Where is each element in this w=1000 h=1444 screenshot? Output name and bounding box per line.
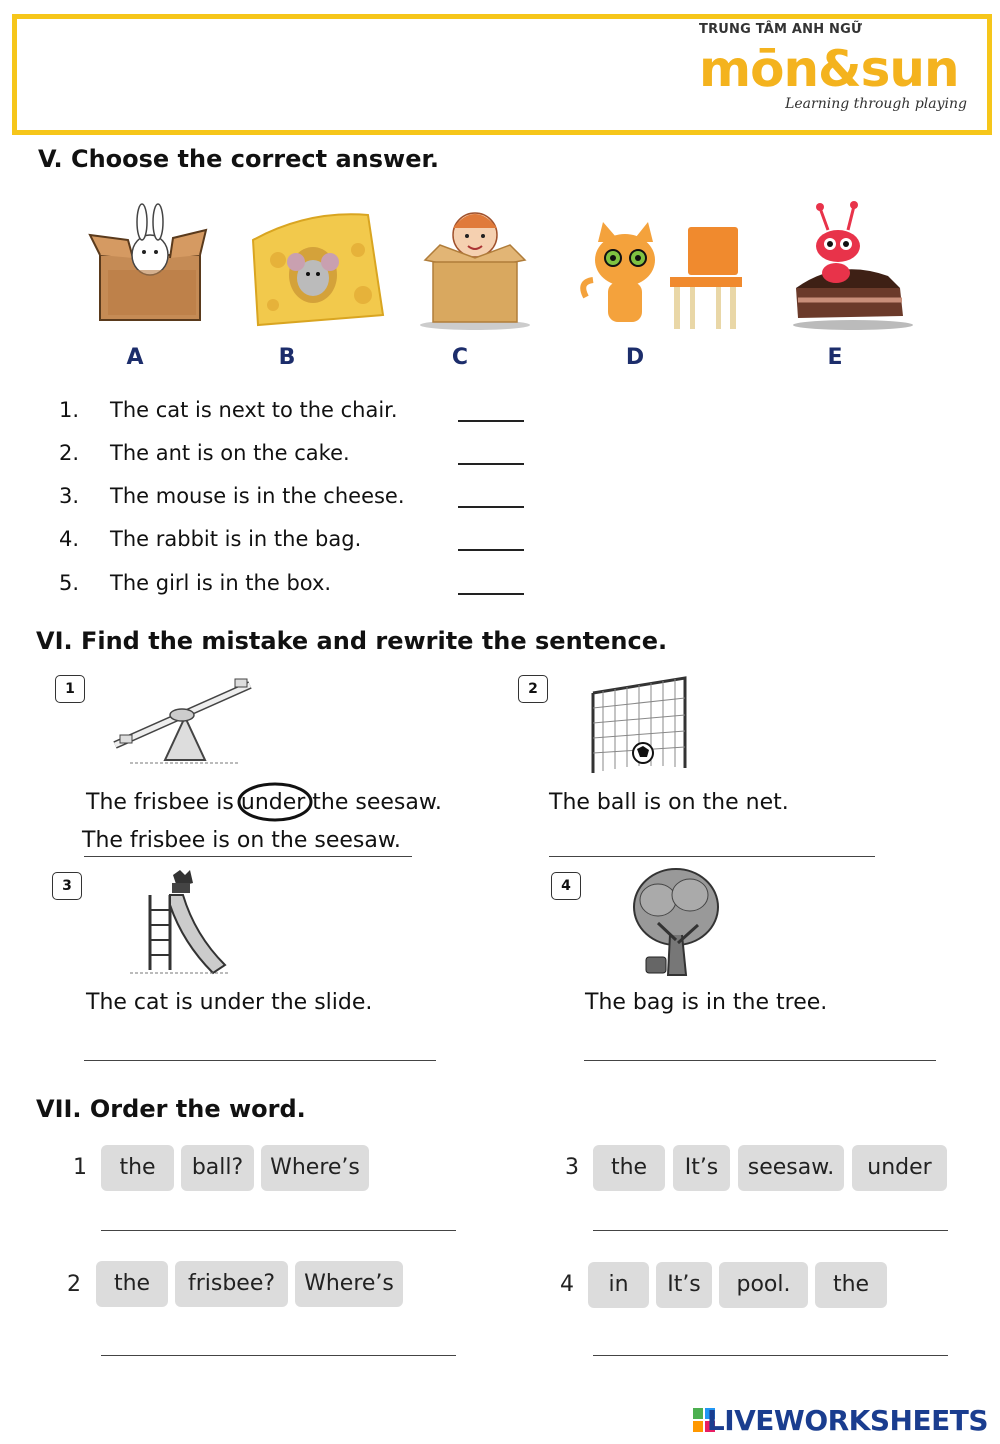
question-row-3 xyxy=(0,484,600,514)
write-line-3[interactable] xyxy=(84,1060,436,1061)
write-line-2[interactable] xyxy=(549,856,875,857)
mistake-sentence-2: The ball is on the net. xyxy=(549,790,789,815)
item-number-badge: 4 xyxy=(551,872,581,900)
question-number: 2. xyxy=(59,441,80,465)
rabbit-in-bag-icon xyxy=(88,200,213,325)
section-7-title: VII. Order the word. xyxy=(36,1095,306,1123)
answer-blank[interactable] xyxy=(458,549,524,551)
question-text: The rabbit is in the bag. xyxy=(110,527,362,551)
section-6-title: VI. Find the mistake and rewrite the sentence. xyxy=(36,627,668,655)
word-chip[interactable]: It’s xyxy=(656,1262,712,1308)
answer-blank[interactable] xyxy=(458,506,524,508)
logo-top-text: TRUNG TÂM ANH NGỮ xyxy=(699,22,863,37)
write-line-4[interactable] xyxy=(584,1060,936,1061)
write-line-order-4[interactable] xyxy=(593,1355,948,1356)
question-row-1 xyxy=(0,398,600,428)
write-line-order-3[interactable] xyxy=(593,1230,948,1231)
write-line-1[interactable] xyxy=(84,856,412,857)
question-text: The mouse is in the cheese. xyxy=(110,484,405,508)
word-chip[interactable]: It’s xyxy=(673,1145,730,1191)
word-chip[interactable]: frisbee? xyxy=(175,1261,288,1307)
word-chip[interactable]: Where’s xyxy=(261,1145,369,1191)
monsun-logo xyxy=(693,18,977,122)
mistake-sentence-3: The cat is under the slide. xyxy=(86,990,373,1015)
word-chip[interactable]: in xyxy=(588,1262,649,1308)
slide-icon xyxy=(125,865,235,977)
question-number: 5. xyxy=(59,571,80,595)
mistake-sentence-4: The bag is in the tree. xyxy=(585,990,828,1015)
girl-in-box-icon xyxy=(415,200,535,330)
question-text: The girl is in the box. xyxy=(110,571,332,595)
sentence-part: the seesaw. xyxy=(305,790,442,815)
mistake-sentence-1 xyxy=(86,790,442,815)
item-number-badge: 2 xyxy=(518,675,548,703)
order-item-number: 2 xyxy=(67,1272,81,1297)
word-chip[interactable]: seesaw. xyxy=(738,1145,844,1191)
answer-blank[interactable] xyxy=(458,593,524,595)
answer-blank[interactable] xyxy=(458,420,524,422)
circled-word-text: under xyxy=(240,790,306,815)
question-row-5 xyxy=(0,571,600,601)
hand-drawn-circle-icon xyxy=(235,778,315,826)
word-chip[interactable]: Where’s xyxy=(295,1261,403,1307)
word-chip[interactable]: under xyxy=(852,1145,947,1191)
tree-icon xyxy=(628,865,723,980)
mouse-in-cheese-icon xyxy=(248,210,388,330)
option-letter-e: E xyxy=(827,345,843,370)
answer-blank[interactable] xyxy=(458,463,524,465)
ant-on-cake-icon xyxy=(788,198,918,330)
word-chip[interactable]: pool. xyxy=(719,1262,808,1308)
question-text: The ant is on the cake. xyxy=(110,441,350,465)
logo-tagline: Learning through playing xyxy=(785,96,967,112)
question-number: 3. xyxy=(59,484,80,508)
word-chip[interactable]: the xyxy=(815,1262,887,1308)
goal-net-icon xyxy=(585,673,695,781)
word-chip[interactable]: ball? xyxy=(181,1145,254,1191)
question-row-2 xyxy=(0,441,600,471)
question-text: The cat is next to the chair. xyxy=(110,398,398,422)
cat-next-to-chair-icon xyxy=(578,222,743,332)
sentence-part: The frisbee is xyxy=(86,790,241,815)
word-chip[interactable]: the xyxy=(593,1145,665,1191)
option-letter-c: C xyxy=(451,345,469,370)
option-letter-a: A xyxy=(126,345,144,370)
order-item-number: 4 xyxy=(560,1272,574,1297)
circled-word xyxy=(241,790,305,815)
question-row-4 xyxy=(0,527,600,557)
answer-text-1[interactable]: The frisbee is on the seesaw. xyxy=(82,828,401,853)
section-5-title: V. Choose the correct answer. xyxy=(38,145,440,173)
write-line-order-2[interactable] xyxy=(101,1355,456,1356)
question-number: 4. xyxy=(59,527,80,551)
option-letter-b: B xyxy=(278,345,296,370)
liveworksheets-brand: LIVEWORKSHEETS xyxy=(706,1404,988,1437)
logo-word: mōn&sun xyxy=(699,40,959,98)
order-item-number: 3 xyxy=(565,1155,579,1180)
word-chip[interactable]: the xyxy=(96,1261,168,1307)
item-number-badge: 3 xyxy=(52,872,82,900)
order-item-number: 1 xyxy=(73,1155,87,1180)
word-chip[interactable]: the xyxy=(101,1145,174,1191)
item-number-badge: 1 xyxy=(55,675,85,703)
write-line-order-1[interactable] xyxy=(101,1230,456,1231)
question-number: 1. xyxy=(59,398,80,422)
option-letter-d: D xyxy=(625,345,645,370)
seesaw-icon xyxy=(110,675,260,770)
